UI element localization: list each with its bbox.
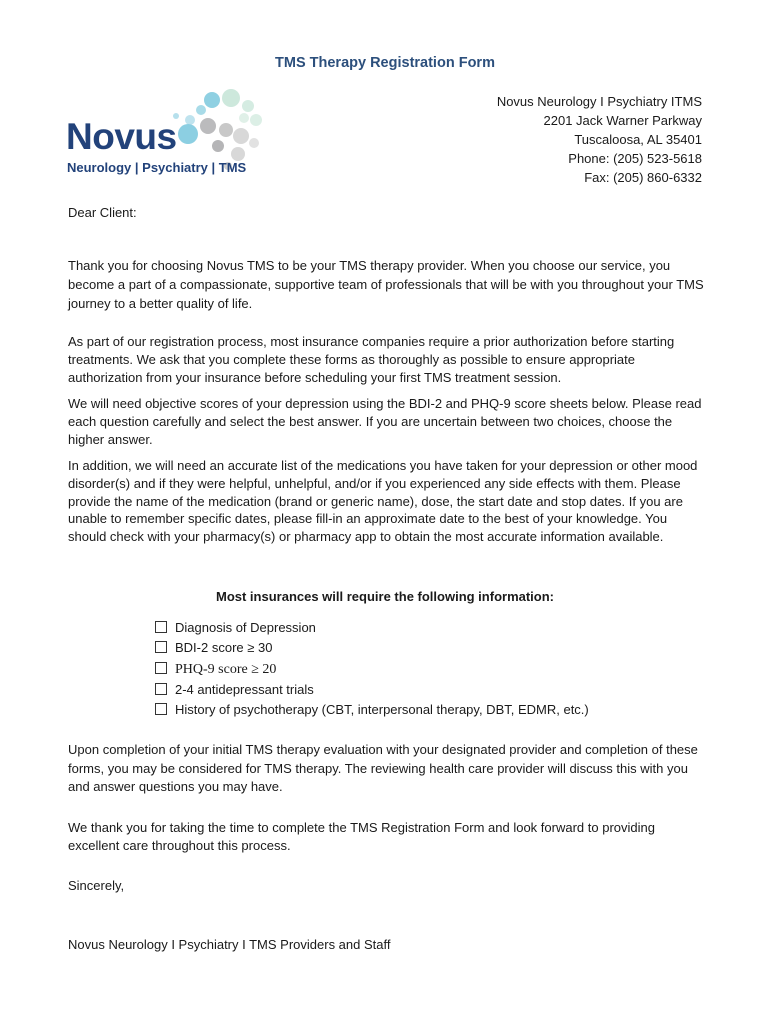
street: 2201 Jack Warner Parkway [543,113,702,128]
logo-subtitle: Neurology | Psychiatry | TMS [67,160,247,175]
closing: Sincerely, [68,878,125,893]
requirement-item[interactable]: PHQ-9 score ≥ 20 [155,659,589,680]
paragraph-scores: We will need objective scores of your depression using the BDI-2 and PHQ-9 score sheets below. Please read each question carefully and select the best answer. If you are uncertain between two choices, choose the higher answer. [68,396,702,447]
form-title: TMS Therapy Registration Form [275,55,495,71]
phone: Phone: (205) 523-5618 [568,151,702,166]
checkbox[interactable] [155,703,167,715]
paragraph-completion: Upon completion of your initial TMS therapy evaluation with your designated provider and completion of these forms, you may be considered for TMS therapy. The reviewing health care provider will discuss this with you and answer questions you may have. [68,742,698,794]
checkbox[interactable] [155,683,167,695]
requirement-item[interactable]: Diagnosis of Depression [155,618,589,638]
greeting: Dear Client: [68,205,137,220]
checkbox[interactable] [155,621,167,633]
paragraph-medications: In addition, we will need an accurate list of the medications you have taken for your depression or other mood disorder(s) and if they were helpful, unhelpful, and/or if you experienced any side effects with them. Please provide the name of the medication (brand or generic name), dose, the start date and stop dates. If you are unable to remember specific dates, please fill-in an approximate date to the best of your knowledge. You should check with your pharmacy(s) or pharmacy app to obtain the most accurate information available. [68,458,698,545]
clinic-name: Novus Neurology I Psychiatry ITMS [496,94,702,109]
checkbox[interactable] [155,641,167,653]
requirements-list [155,618,589,720]
requirement-item[interactable]: BDI-2 score ≥ 30 [155,638,589,658]
checkbox[interactable] [155,662,167,674]
requirement-item[interactable]: 2-4 antidepressant trials [155,680,589,700]
paragraph-intro: Thank you for choosing Novus TMS to be your TMS therapy provider. When you choose our service, you become a part of a compassionate, supportive team of professionals that will be with you throughout your TMS journey to a better quality of life. [68,258,704,311]
requirements-heading: Most insurances will require the following information: [215,589,555,604]
paragraph-thanks: We thank you for taking the time to complete the TMS Registration Form and look forward to providing excellent care throughout this process. [68,820,655,853]
requirement-item[interactable]: History of psychotherapy (CBT, interpersonal therapy, DBT, EDMR, etc.) [155,700,589,720]
fax: Fax: (205) 860-6332 [584,170,702,185]
signature: Novus Neurology I Psychiatry I TMS Providers and Staff [68,937,391,952]
paragraph-authorization: As part of our registration process, most insurance companies require a prior authorization before starting treatments. We ask that you complete these forms as thoroughly as possible to ensure appropriate authorization from your insurance before scheduling your first TMS treatment session. [68,334,675,385]
clinic-address [497,92,702,187]
logo-wordmark: Novus [66,116,177,157]
novus-logo [66,88,266,178]
city-state-zip: Tuscaloosa, AL 35401 [574,132,702,147]
